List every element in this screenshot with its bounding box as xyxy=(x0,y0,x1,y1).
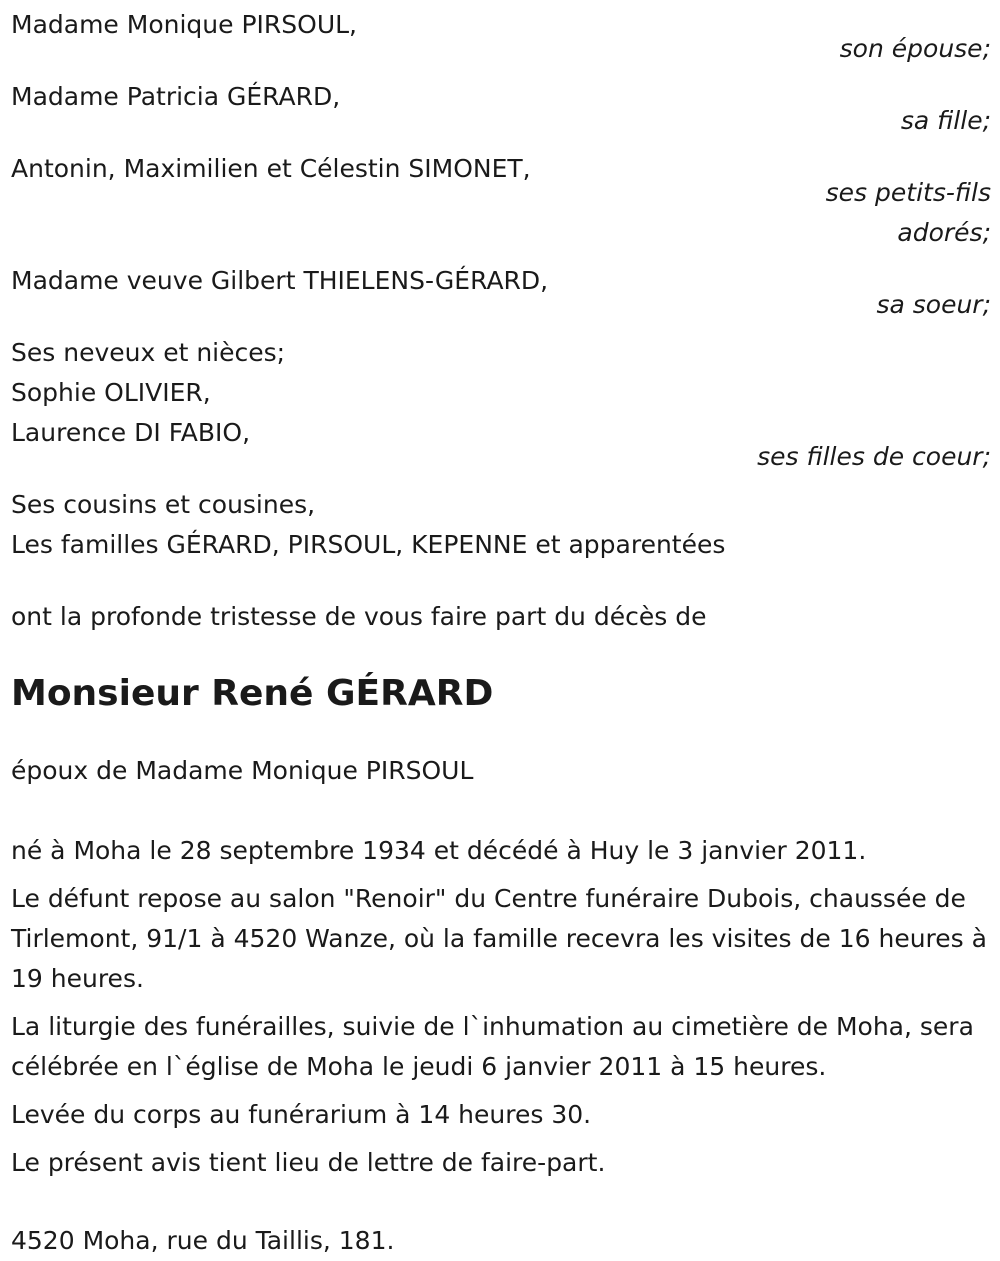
family-member-role: son épouse; xyxy=(839,34,991,63)
family-member-sister xyxy=(11,261,991,325)
nieces-block xyxy=(11,333,991,477)
family-member-daughter xyxy=(11,77,991,141)
family-member-name: Madame veuve Gilbert THIELENS-GÉRARD, xyxy=(11,266,549,295)
nieces-line: Sophie OLIVIER, xyxy=(11,378,211,407)
repose-paragraph: Le défunt repose au salon "Renoir" du Centre funéraire Dubois, chaussée de Tirlemont, 91/1 à 4520 Wanze, où la famille recevra les visites de 16 heures à 19 heures. xyxy=(11,884,987,993)
announcement-intro: ont la profonde tristesse de vous faire part du décès de xyxy=(11,602,707,631)
spouse-of: époux de Madame Monique PIRSOUL xyxy=(11,756,474,785)
birth-death-paragraph: né à Moha le 28 septembre 1934 et décédé à Huy le 3 janvier 2011. xyxy=(11,836,867,865)
family-member-role-line2: adorés; xyxy=(897,218,991,247)
family-member-name: Antonin, Maximilien et Célestin SIMONET, xyxy=(11,154,531,183)
nieces-line: Laurence DI FABIO, xyxy=(11,418,251,447)
cousins-line: Les familles GÉRARD, PIRSOUL, KEPENNE et apparentées xyxy=(11,530,726,559)
family-member-role: sa soeur; xyxy=(876,290,991,319)
liturgy-paragraph: La liturgie des funérailles, suivie de l`inhumation au cimetière de Moha, sera célébrée en l`église de Moha le jeudi 6 janvier 2011 à 15 heures. xyxy=(11,1012,974,1081)
family-member-spouse xyxy=(11,5,991,69)
notice-paragraph: Le présent avis tient lieu de lettre de faire-part. xyxy=(11,1148,606,1177)
cousins-block xyxy=(11,485,991,565)
nieces-line: Ses neveux et nièces; xyxy=(11,338,286,367)
family-member-role-line1: ses petits-fils xyxy=(825,178,991,207)
deceased-name: Monsieur René GÉRARD xyxy=(11,673,494,714)
obituary-notice xyxy=(11,5,991,1261)
family-member-grandsons xyxy=(11,149,991,253)
family-member-role: sa fille; xyxy=(900,106,991,135)
nieces-role: ses filles de coeur; xyxy=(757,442,991,471)
lifting-paragraph: Levée du corps au funérarium à 14 heures 30. xyxy=(11,1100,592,1129)
family-member-name: Madame Patricia GÉRARD, xyxy=(11,82,341,111)
family-member-name: Madame Monique PIRSOUL, xyxy=(11,10,357,39)
cousins-line: Ses cousins et cousines, xyxy=(11,490,316,519)
address: 4520 Moha, rue du Taillis, 181. xyxy=(11,1226,395,1255)
